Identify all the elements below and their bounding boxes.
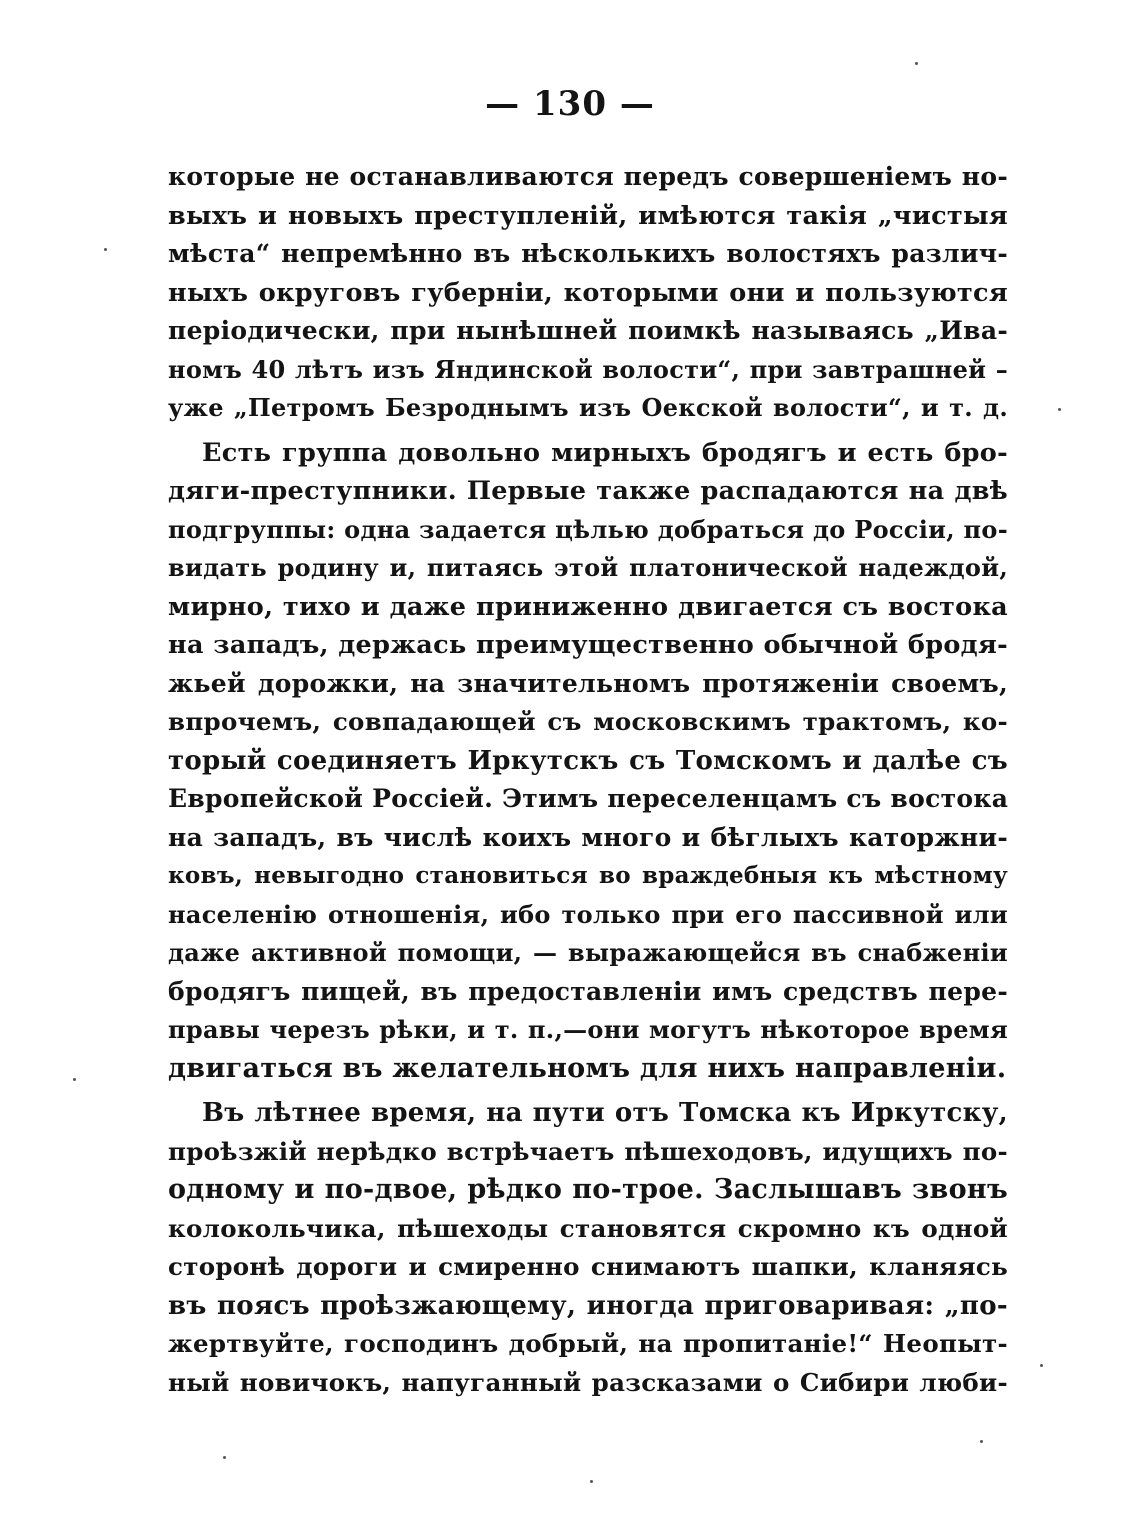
scan-speck [590,1480,593,1483]
paragraph-2 [168,434,1008,1089]
scan-speck [223,1456,226,1459]
text-line: жьей дорожки, на значительномъ протяженіи своемъ, [168,668,1008,698]
scan-speck [915,62,918,65]
text-line: жертвуйте, господинъ добрый, на пропитаніе!“ Неопыт- [168,1329,1008,1358]
text-line: въ поясъ проѣзжающему, иногда приговаривая: „по- [168,1290,1008,1321]
paragraph-1 [168,158,1008,428]
text-line: выхъ и новыхъ преступленій, имѣются такія „чистыя [168,200,1008,231]
text-line: подгруппы: одна задается цѣлью добраться до Россіи, по- [168,514,1008,544]
text-line: ныхъ округовъ губерніи, которыми они и пользуются [168,277,1008,308]
text-line: мѣста“ непремѣнно въ нѣсколькихъ волостяхъ различ- [168,239,1008,268]
text-line: проѣзжій нерѣдко встрѣчаетъ пѣшеходовъ, идущихъ по- [168,1136,1008,1166]
text-line: уже „Петромъ Безроднымъ изъ Оекской волости“, и т. д. [168,393,1008,422]
scan-speck [980,1440,983,1443]
scan-speck [1040,1364,1043,1367]
scan-speck [73,1078,76,1081]
scan-speck [104,248,107,251]
page-number: — 130 — [485,84,655,124]
body-text [168,158,1008,1402]
text-line: дяги-преступники. Первые также распадаются на двѣ [168,476,1008,506]
text-line: Европейской Россіей. Этимъ переселенцамъ съ востока [168,784,1009,813]
text-line: населенію отношенія, ибо только при его пассивной или [168,899,1008,929]
text-line: которые не останавливаются передъ совершеніемъ но- [168,162,1008,191]
text-line: ный новичокъ, напуганный разсказами о Сибири люби- [168,1367,1008,1397]
text-line: Въ лѣтнее время, на пути отъ Томска къ Иркутску, [202,1098,1008,1128]
text-line: колокольчика, пѣшеходы становятся скромно къ одной [168,1213,1008,1243]
text-line: на западъ, держась преимущественно обычной бродя- [168,630,1008,660]
text-line: на западъ, въ числѣ коихъ много и бѣглыхъ каторжни- [168,822,1008,852]
text-line: періодически, при нынѣшней поимкѣ называясь „Ива- [168,316,1008,345]
text-line: Есть группа довольно мирныхъ бродягъ и есть бро- [202,437,1008,468]
text-line: мирно, тихо и даже приниженно двигается съ востока [168,591,1008,622]
text-line: двигаться въ желательномъ для нихъ направленіи. [168,1052,1007,1084]
text-line: сторонѣ дороги и смиренно снимаютъ шапки, кланяясь [168,1252,1008,1281]
text-line: номъ 40 лѣтъ изъ Яндинской волости“, при завтрашней – [168,354,1008,384]
text-line: даже активной помощи, — выражающейся въ снабженіи [168,938,1008,967]
text-line: торый соединяетъ Иркутскъ съ Томскомъ и далѣе съ [168,745,1008,776]
text-line: бродягъ пищей, въ предоставленіи имъ средствъ пере- [168,976,1008,1006]
text-line: впрочемъ, совпадающей съ московскимъ трактомъ, ко- [168,707,1008,736]
text-line: ковъ, невыгодно становиться во враждебныя къ мѣстному [168,862,1008,889]
text-line: правы черезъ рѣки, и т. п.,—они могутъ нѣкоторое время [168,1015,1008,1044]
paragraph-3 [168,1094,1008,1402]
text-line: видать родину и, питаясь этой платонической надеждой, [168,553,1008,582]
text-line: одному и по-двое, рѣдко по-трое. Заслышавъ звонъ [168,1174,1008,1205]
scan-speck [1058,408,1061,411]
